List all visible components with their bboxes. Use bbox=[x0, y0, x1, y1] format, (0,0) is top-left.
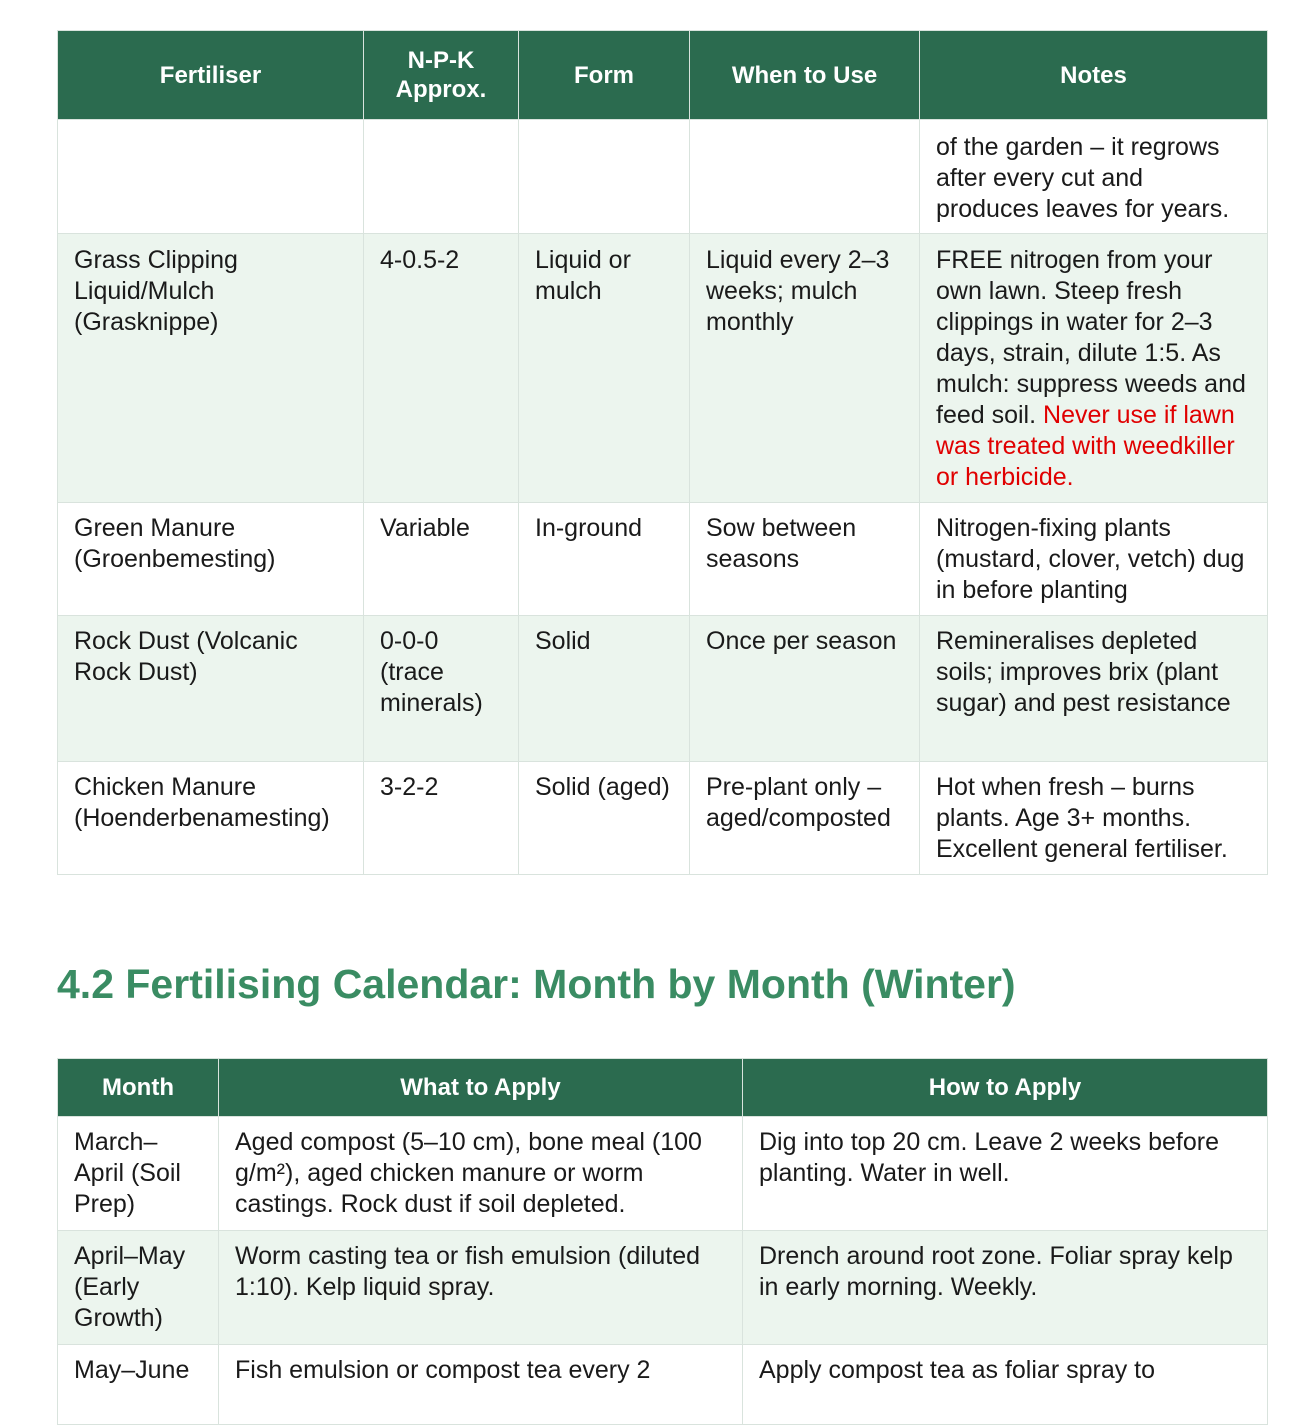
cell-fertiliser: Grass Clipping Liquid/Mulch (Grasknippe) bbox=[58, 234, 364, 503]
table-header-row bbox=[58, 31, 1268, 120]
table-row bbox=[58, 1345, 1268, 1425]
table-row bbox=[58, 120, 1268, 234]
cell-when: Liquid every 2–3 weeks; mulch monthly bbox=[690, 234, 920, 503]
cell-notes: of the garden – it regrows after every cut and produces leaves for years. bbox=[920, 120, 1268, 234]
cell-npk: Variable bbox=[364, 503, 519, 616]
table-row bbox=[58, 234, 1268, 503]
header-month: Month bbox=[58, 1059, 219, 1117]
header-what-to-apply: What to Apply bbox=[219, 1059, 743, 1117]
cell-when bbox=[690, 120, 920, 234]
header-npk: N-P-K Approx. bbox=[364, 31, 519, 120]
cell-form: Solid bbox=[519, 616, 690, 762]
notes-text: FREE nitrogen from your own lawn. Steep fresh clippings in water for 2–3 days, strain, dilute 1:5. As mulch: suppress weeds and feed soil. bbox=[936, 246, 1246, 429]
fertilising-calendar-table bbox=[57, 1058, 1268, 1425]
cell-what: Worm casting tea or fish emulsion (diluted 1:10). Kelp liquid spray. bbox=[219, 1231, 743, 1345]
cell-fertiliser: Green Manure (Groenbemesting) bbox=[58, 503, 364, 616]
cell-npk: 3-2-2 bbox=[364, 762, 519, 875]
cell-how: Dig into top 20 cm. Leave 2 weeks before planting. Water in well. bbox=[743, 1117, 1268, 1231]
cell-what: Fish emulsion or compost tea every 2 bbox=[219, 1345, 743, 1425]
cell-how: Drench around root zone. Foliar spray kelp in early morning. Weekly. bbox=[743, 1231, 1268, 1345]
cell-month: March–April (Soil Prep) bbox=[58, 1117, 219, 1231]
section-heading: 4.2 Fertilising Calendar: Month by Month (Winter) bbox=[57, 961, 1016, 1007]
cell-when: Sow between seasons bbox=[690, 503, 920, 616]
cell-npk: 4-0.5-2 bbox=[364, 234, 519, 503]
cell-form: Solid (aged) bbox=[519, 762, 690, 875]
table-row bbox=[58, 1231, 1268, 1345]
cell-month: April–May (Early Growth) bbox=[58, 1231, 219, 1345]
fertiliser-table bbox=[57, 30, 1268, 875]
table-row bbox=[58, 762, 1268, 875]
header-fertiliser: Fertiliser bbox=[58, 31, 364, 120]
cell-npk: 0-0-0 (trace minerals) bbox=[364, 616, 519, 762]
header-notes: Notes bbox=[920, 31, 1268, 120]
header-form: Form bbox=[519, 31, 690, 120]
header-when-to-use: When to Use bbox=[690, 31, 920, 120]
cell-fertiliser: Chicken Manure (Hoenderbenamesting) bbox=[58, 762, 364, 875]
cell-npk bbox=[364, 120, 519, 234]
cell-notes: Nitrogen-fixing plants (mustard, clover, vetch) dug in before planting bbox=[920, 503, 1268, 616]
cell-month: May–June bbox=[58, 1345, 219, 1425]
cell-form: Liquid or mulch bbox=[519, 234, 690, 503]
cell-form: In-ground bbox=[519, 503, 690, 616]
herbicide-warning: Never use if lawn was treated with weedkiller or herbicide. bbox=[936, 401, 1235, 491]
table-row bbox=[58, 616, 1268, 762]
cell-what: Aged compost (5–10 cm), bone meal (100 g/m²), aged chicken manure or worm castings. Rock dust if soil depleted. bbox=[219, 1117, 743, 1231]
cell-form bbox=[519, 120, 690, 234]
cell-when: Once per season bbox=[690, 616, 920, 762]
table-row bbox=[58, 1117, 1268, 1231]
cell-fertiliser bbox=[58, 120, 364, 234]
header-how-to-apply: How to Apply bbox=[743, 1059, 1268, 1117]
cell-notes bbox=[920, 234, 1268, 503]
cell-notes: Remineralises depleted soils; improves brix (plant sugar) and pest resistance bbox=[920, 616, 1268, 762]
table-row bbox=[58, 503, 1268, 616]
table-header-row bbox=[58, 1059, 1268, 1117]
cell-notes: Hot when fresh – burns plants. Age 3+ months. Excellent general fertiliser. bbox=[920, 762, 1268, 875]
cell-fertiliser: Rock Dust (Volcanic Rock Dust) bbox=[58, 616, 364, 762]
cell-how: Apply compost tea as foliar spray to bbox=[743, 1345, 1268, 1425]
cell-when: Pre-plant only – aged/composted bbox=[690, 762, 920, 875]
